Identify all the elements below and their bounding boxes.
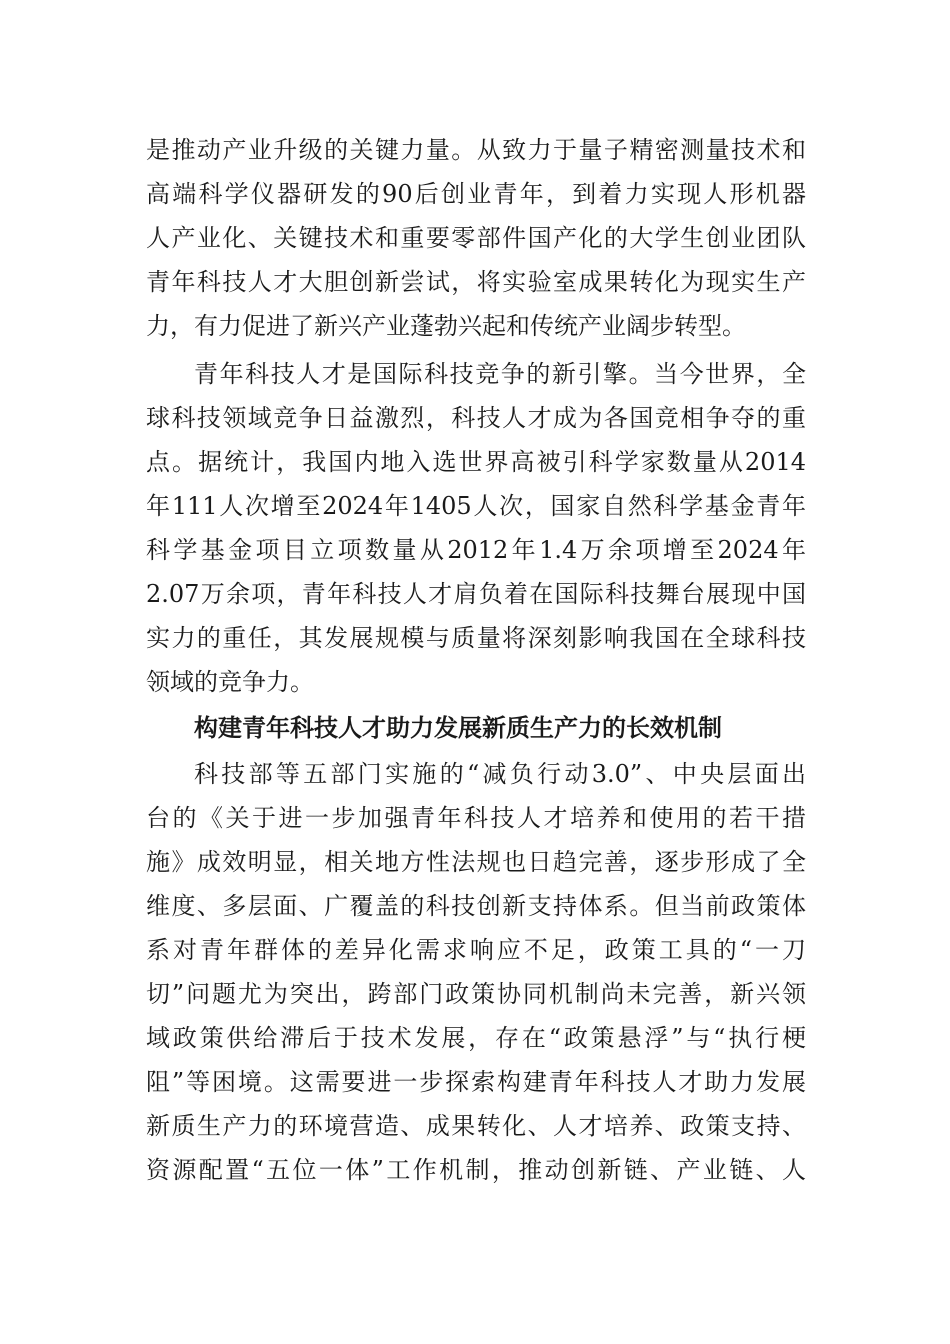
paragraph-international-competition <box>146 352 806 704</box>
text-line: 点。据统计，我国内地入选世界高被引科学家数量从2014 <box>146 448 806 476</box>
text-line: 球科技领域竞争日益激烈，科技人才成为各国竞相争夺的重 <box>146 404 806 432</box>
text-line: 领域的竞争力。 <box>146 668 314 696</box>
section-heading-block <box>146 706 806 750</box>
text-line: 系对青年群体的差异化需求响应不足，政策工具的“一刀 <box>146 936 806 964</box>
text-line: 是推动产业升级的关键力量。从致力于量子精密测量技术和 <box>146 136 806 164</box>
text-line: 切”问题尤为突出，跨部门政策协同机制尚未完善，新兴领 <box>146 980 806 1008</box>
text-line: 台的《关于进一步加强青年科技人才培养和使用的若干措 <box>146 804 806 832</box>
text-line: 维度、多层面、广覆盖的科技创新支持体系。但当前政策体 <box>146 892 806 920</box>
paragraph-policy-mechanism <box>146 752 806 1192</box>
text-line: 域政策供给滞后于技术发展，存在“政策悬浮”与“执行梗 <box>146 1024 806 1052</box>
text-line: 资源配置“五位一体”工作机制，推动创新链、产业链、人 <box>146 1156 806 1184</box>
section-heading: 构建青年科技人才助力发展新质生产力的长效机制 <box>194 714 722 742</box>
text-line: 阻”等困境。这需要进一步探索构建青年科技人才助力发展 <box>146 1068 806 1096</box>
paragraph-industry-upgrade <box>146 128 806 348</box>
text-line: 年111人次增至2024年1405人次，国家自然科学基金青年 <box>146 492 806 520</box>
text-line: 新质生产力的环境营造、成果转化、人才培养、政策支持、 <box>146 1112 806 1140</box>
text-line: 施》成效明显，相关地方性法规也日趋完善，逐步形成了全 <box>146 848 806 876</box>
text-line: 实力的重任，其发展规模与质量将深刻影响我国在全球科技 <box>146 624 806 652</box>
text-line: 2.07万余项，青年科技人才肩负着在国际科技舞台展现中国 <box>146 580 806 608</box>
text-line: 科技部等五部门实施的“减负行动3.0”、中央层面出 <box>194 760 806 788</box>
text-line: 科学基金项目立项数量从2012年1.4万余项增至2024年 <box>146 536 806 564</box>
text-line: 青年科技人才大胆创新尝试，将实验室成果转化为现实生产 <box>146 268 806 296</box>
text-line: 青年科技人才是国际科技竞争的新引擎。当今世界，全 <box>194 360 806 388</box>
text-line: 人产业化、关键技术和重要零部件国产化的大学生创业团队 <box>146 224 806 252</box>
text-line: 高端科学仪器研发的90后创业青年，到着力实现人形机器 <box>146 180 806 208</box>
text-line: 力，有力促进了新兴产业蓬勃兴起和传统产业阔步转型。 <box>146 312 746 340</box>
